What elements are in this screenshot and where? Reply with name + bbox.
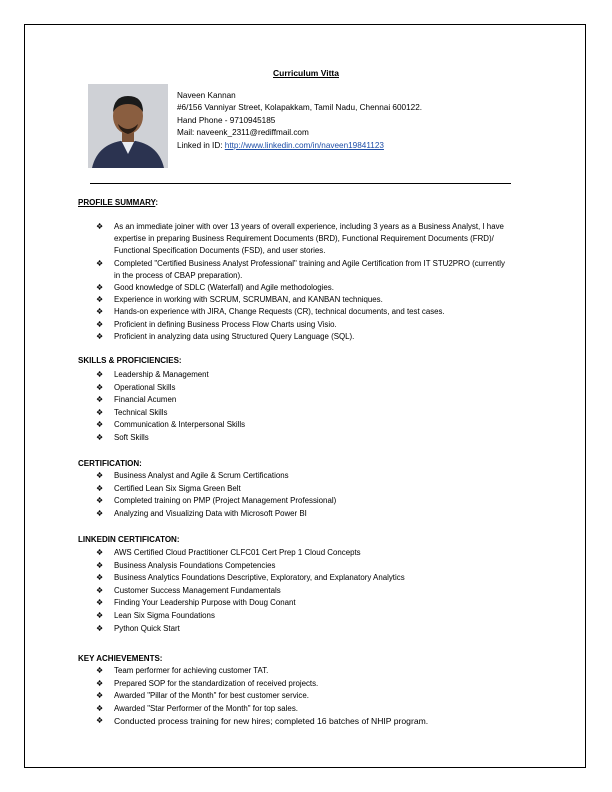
diamond-bullet-icon: ❖ bbox=[96, 319, 104, 329]
list-item: ❖ Lean Six Sigma Foundations bbox=[96, 610, 506, 623]
certification-list bbox=[96, 470, 506, 520]
list-item: ❖ Awarded "Star Performer of the Month" for top sales. bbox=[96, 703, 506, 716]
list-item: ❖ Completed training on PMP (Project Management Professional) bbox=[96, 495, 506, 508]
list-item: ❖ AWS Certified Cloud Practitioner CLFC01 Cert Prep 1 Cloud Concepts bbox=[96, 547, 506, 560]
list-item: ❖ Operational Skills bbox=[96, 382, 506, 395]
diamond-bullet-icon: ❖ bbox=[96, 666, 104, 675]
diamond-bullet-icon: ❖ bbox=[96, 222, 104, 231]
list-item: ❖ Financial Acumen bbox=[96, 394, 506, 407]
linkedin-row bbox=[177, 140, 422, 152]
list-item: ❖ Business Analyst and Agile & Scrum Certifications bbox=[96, 470, 506, 483]
list-item: ❖ Finding Your Leadership Purpose with Doug Conant bbox=[96, 597, 506, 610]
diamond-bullet-icon: ❖ bbox=[96, 382, 104, 392]
diamond-bullet-icon: ❖ bbox=[96, 432, 104, 442]
list-item: ❖ Customer Success Management Fundamentals bbox=[96, 585, 506, 598]
email: Mail: naveenk_2311@rediffmail.com bbox=[177, 128, 309, 138]
diamond-bullet-icon: ❖ bbox=[96, 395, 104, 405]
list-item: ❖ As an immediate joiner with over 13 years of overall experience, including 3 years as a Business Analyst, I have expertise in preparing Business Requirement Documents (BRD), Functional Requirement Documents (FRD)/ Functional Specification Documents (FSD), and user stories. bbox=[96, 222, 504, 256]
diamond-bullet-icon: ❖ bbox=[96, 508, 104, 518]
diamond-bullet-icon: ❖ bbox=[96, 573, 104, 583]
list-item: ❖ Business Analytics Foundations Descriptive, Exploratory, and Explanatory Analytics bbox=[96, 572, 506, 585]
address: #6/156 Vanniyar Street, Kolapakkam, Tamil Nadu, Chennai 600122. bbox=[177, 103, 423, 113]
diamond-bullet-icon: ❖ bbox=[96, 307, 104, 317]
list-item: ❖ Completed "Certified Business Analyst Professional" training and Agile Certification from IT STU2PRO (currently in the process of CBAP preparation). bbox=[96, 258, 505, 280]
list-item: ❖ Business Analysis Foundations Competencies bbox=[96, 560, 506, 573]
list-item: ❖ Analyzing and Visualizing Data with Microsoft Power BI bbox=[96, 508, 506, 521]
list-item: ❖ Soft Skills bbox=[96, 432, 506, 445]
diamond-bullet-icon: ❖ bbox=[96, 471, 104, 480]
contact-block bbox=[177, 90, 422, 152]
list-item: ❖ Prepared SOP for the standardization of received projects. bbox=[96, 678, 506, 691]
list-item: ❖ Awarded "Pillar of the Month" for best customer service. bbox=[96, 690, 506, 703]
person-photo-icon bbox=[88, 84, 168, 168]
skills-list bbox=[96, 369, 506, 445]
phone: Hand Phone - 9710945185 bbox=[177, 115, 276, 125]
linkedin-cert-heading: LINKEDIN CERTIFICATON: bbox=[78, 535, 180, 544]
certification-heading: CERTIFICATION: bbox=[78, 459, 142, 468]
list-item: ❖ Good knowledge of SDLC (Waterfall) and Agile methodologies. bbox=[96, 282, 506, 294]
profile-photo bbox=[88, 84, 168, 168]
diamond-bullet-icon: ❖ bbox=[96, 331, 104, 341]
diamond-bullet-icon: ❖ bbox=[96, 585, 104, 595]
list-item: ❖ Experience in working with SCRUM, SCRUMBAN, and KANBAN techniques. bbox=[96, 294, 506, 306]
list-item: ❖ Team performer for achieving customer TAT. bbox=[96, 665, 506, 678]
profile-summary-heading: PROFILE SUMMARY: bbox=[78, 198, 159, 207]
list-item: ❖ Leadership & Management bbox=[96, 369, 506, 382]
diamond-bullet-icon: ❖ bbox=[96, 678, 104, 688]
diamond-bullet-icon: ❖ bbox=[96, 496, 104, 506]
list-item: ❖ Hands-on experience with JIRA, Change Requests (CR), technical documents, and test cases. bbox=[96, 306, 506, 318]
diamond-bullet-icon: ❖ bbox=[96, 420, 104, 430]
diamond-bullet-icon: ❖ bbox=[96, 370, 104, 379]
linkedin-link[interactable]: http://www.linkedin.com/in/naveen19841123 bbox=[224, 140, 384, 150]
divider bbox=[90, 183, 511, 184]
diamond-bullet-icon: ❖ bbox=[96, 560, 104, 570]
skills-heading: SKILLS & PROFICIENCIES: bbox=[78, 356, 182, 365]
diamond-bullet-icon: ❖ bbox=[96, 258, 104, 268]
diamond-bullet-icon: ❖ bbox=[96, 598, 104, 608]
diamond-bullet-icon: ❖ bbox=[96, 483, 104, 493]
list-item: ❖ Proficient in defining Business Process Flow Charts using Visio. bbox=[96, 319, 506, 331]
linkedin-cert-list bbox=[96, 547, 506, 635]
list-item: ❖ Certified Lean Six Sigma Green Belt bbox=[96, 483, 506, 496]
diamond-bullet-icon: ❖ bbox=[96, 623, 104, 633]
list-item: ❖ Technical Skills bbox=[96, 407, 506, 420]
candidate-name: Naveen Kannan bbox=[177, 91, 236, 100]
page-title: Curriculum Vitta bbox=[273, 68, 339, 78]
diamond-bullet-icon: ❖ bbox=[96, 691, 104, 701]
diamond-bullet-icon: ❖ bbox=[96, 548, 104, 557]
diamond-bullet-icon: ❖ bbox=[96, 703, 104, 713]
achievements-list bbox=[96, 665, 506, 728]
list-item: ❖ Communication & Interpersonal Skills bbox=[96, 419, 506, 432]
diamond-bullet-icon: ❖ bbox=[96, 295, 104, 305]
list-item: ❖ Python Quick Start bbox=[96, 623, 506, 636]
linkedin-label: Linked in ID: bbox=[177, 140, 223, 150]
diamond-bullet-icon: ❖ bbox=[96, 407, 104, 417]
profile-summary-list bbox=[96, 221, 506, 343]
diamond-bullet-icon: ❖ bbox=[96, 283, 104, 293]
achievements-heading: KEY ACHIEVEMENTS: bbox=[78, 654, 163, 663]
list-item: ❖ Conducted process training for new hires; completed 16 batches of NHIP program. bbox=[96, 716, 429, 727]
diamond-bullet-icon: ❖ bbox=[96, 716, 104, 726]
diamond-bullet-icon: ❖ bbox=[96, 610, 104, 620]
list-item: ❖ Proficient in analyzing data using Structured Query Language (SQL). bbox=[96, 331, 506, 343]
